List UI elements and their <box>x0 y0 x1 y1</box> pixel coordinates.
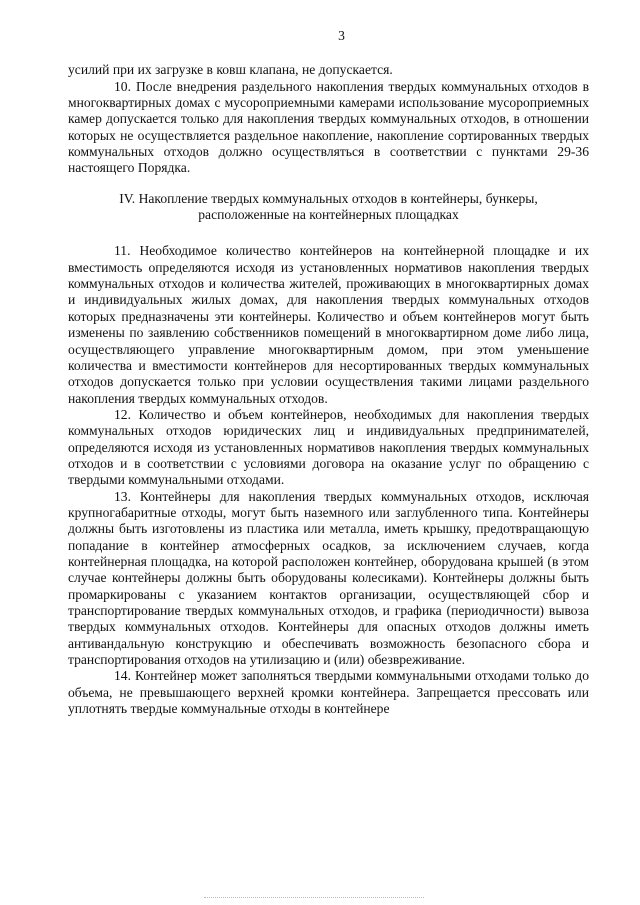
section-heading: IV. Накопление твердых коммунальных отходов в контейнеры, бункеры, расположенные на контейнерных площадках <box>119 190 538 223</box>
paragraph-item-13: 13. Контейнеры для накопления твердых коммунальных отходов, исключая крупногабаритные отходы, могут быть наземного или заглубленного типа. Контейнеры должны быть изготовлены из пластика или металла, иметь крышку, предотвращающую попадание в контейнер атмосферных осадков, за исключением случаев, когда контейнерная площадка, на которой расположен контейнер, оборудована крышей (в этом случае контейнеры должны быть оборудованы колесиками). Контейнеры должны быть промаркированы с указанием контактов организации, осуществляющей сбор и транспортирование твердых коммунальных отходов, и графика (периодичности) вывоза твердых коммунальных отходов. Контейнеры для опасных отходов должны иметь антивандальную конструкцию и обеспечивать возможность безопасного сбора и транспортирования отходов на утилизацию и (или) обезвреживание. <box>68 488 589 668</box>
paragraph-item-10: 10. После внедрения раздельного накопления твердых коммунальных отходов в многоквартирных домах с мусороприемными камерами использование мусороприемных камер допускается только для накопления твердых коммунальных отходов, в отношении которых не осуществляется раздельное накопление, накопление сортированных твердых коммунальных отходов должно осуществляться в соответствии с пунктами 29-36 настоящего Порядка. <box>68 78 589 176</box>
paragraph-item-12: 12. Количество и объем контейнеров, необходимых для накопления твердых коммунальных отходов юридических лиц и индивидуальных предпринимателей, определяются исходя из установленных нормативов накопления твердых коммунальных отходов и в соответствии с условиями договора на оказание услуг по обращению с твердыми коммунальными отходами. <box>68 406 589 488</box>
scan-edge-divider <box>204 897 424 898</box>
page-number: 3 <box>338 28 345 43</box>
paragraph-item-11: 11. Необходимое количество контейнеров на контейнерной площадке и их вместимость определяются исходя из установленных нормативов накопления твердых коммунальных отходов и количества жителей, проживающих в многоквартирных домах и индивидуальных жилых домах, для накопления твердых коммунальных отходов которых предназначены эти контейнеры. Количество и объем контейнеров могут быть изменены по заявлению собственников помещений в многоквартирном доме либо лица, осуществляющего управление многоквартирным домом, при этом уменьшение количества и вместимости контейнеров для несортированных твердых коммунальных отходов допускается только при условии осуществления такими лицами раздельного накопления твердых коммунальных отходов. <box>68 243 589 406</box>
paragraph-item-14: 14. Контейнер может заполняться твердыми коммунальными отходами только до объема, не превышающего верхней кромки контейнера. Запрещается прессовать или уплотнять твердые коммунальные отходы в контейнере <box>68 668 589 717</box>
paragraph-continuation: усилий при их загрузке в ковш клапана, не допускается. <box>68 62 393 78</box>
